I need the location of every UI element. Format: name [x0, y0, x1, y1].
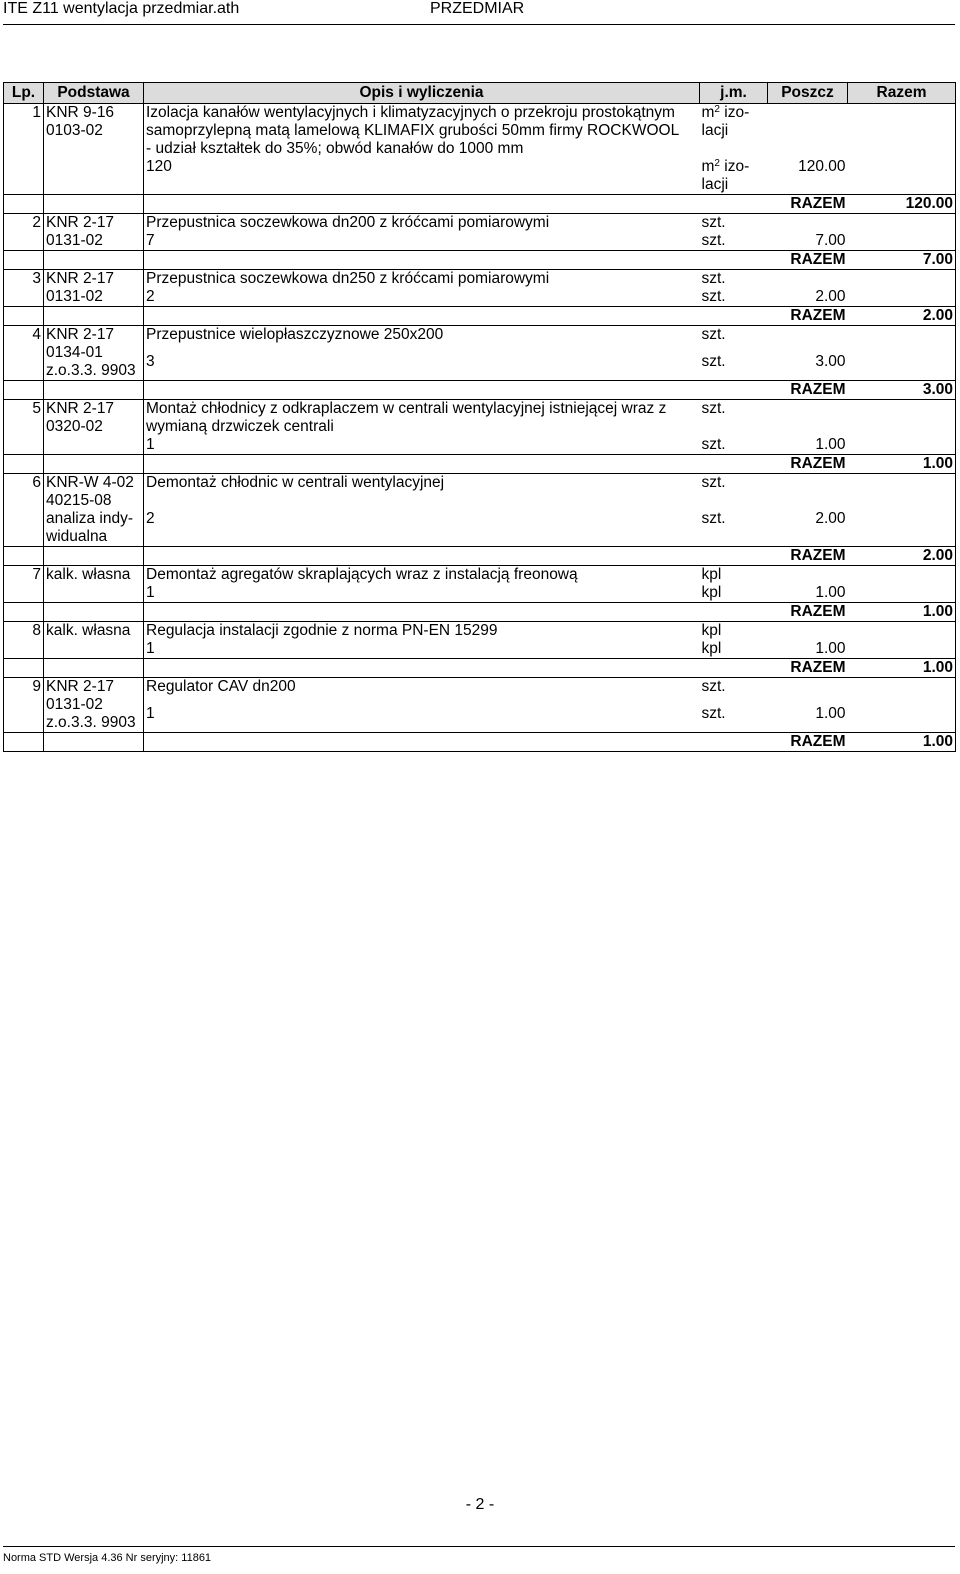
calc-value: 1.00: [815, 436, 846, 453]
total-value: 2.00: [848, 547, 956, 566]
table-row-calculation: [4, 640, 956, 659]
basis-line: kalk. własna: [46, 566, 131, 583]
total-label: RAZEM: [700, 195, 848, 214]
total-basis-empty: [44, 455, 144, 474]
total-label: RAZEM: [700, 251, 848, 270]
item-poszcz-empty: [768, 104, 848, 159]
total-basis-empty: [44, 307, 144, 326]
total-desc-empty: [144, 733, 700, 752]
calc-razem-empty: [848, 232, 956, 251]
table-row-calculation: [4, 584, 956, 603]
item-basis: [44, 400, 144, 455]
total-lp-empty: [4, 307, 44, 326]
item-razem-empty: [848, 214, 956, 233]
calc-expression: 1: [146, 436, 155, 453]
col-header-poszcz: Poszcz: [768, 83, 848, 104]
calc-unit: szt.: [701, 353, 726, 370]
table-row-calculation: [4, 353, 956, 381]
table-row-total: [4, 733, 956, 752]
item-basis: [44, 678, 144, 733]
col-header-basis: Podstawa: [44, 83, 144, 104]
table-row-total: [4, 603, 956, 622]
basis-line: 0103-02: [46, 122, 103, 139]
total-value: 1.00: [848, 659, 956, 678]
item-poszcz-empty: [768, 400, 848, 437]
description-line: Przepustnice wielopłaszczyznowe 250x200: [146, 326, 444, 343]
calc-value: 1.00: [815, 640, 846, 657]
table-row-item: [4, 400, 956, 437]
item-poszcz-empty: [768, 678, 848, 706]
table-row-item: [4, 566, 956, 585]
table-row-total: [4, 307, 956, 326]
total-lp-empty: [4, 733, 44, 752]
total-basis-empty: [44, 733, 144, 752]
item-unit: szt.: [700, 214, 768, 233]
calc-unit: szt.: [701, 705, 726, 722]
table-row-item: [4, 474, 956, 511]
table-row-item: [4, 622, 956, 641]
description-line: Demontaż chłodnic w centrali wentylacyjnej: [146, 474, 445, 491]
total-lp-empty: [4, 251, 44, 270]
col-header-lp: Lp.: [4, 83, 44, 104]
total-value: 1.00: [848, 603, 956, 622]
footer-divider: [3, 1546, 955, 1547]
total-desc-empty: [144, 455, 700, 474]
document-type: PRZEDMIAR: [430, 0, 525, 17]
calc-value: 3.00: [815, 353, 846, 370]
calc-expression: 1: [146, 640, 155, 657]
item-poszcz-empty: [768, 474, 848, 511]
table-row-calculation: [4, 158, 956, 195]
header-divider: [3, 24, 955, 25]
description-line: samoprzylepną matą lamelową KLIMAFIX grubości 50mm firmy ROCKWOOL: [146, 122, 680, 139]
total-desc-empty: [144, 195, 700, 214]
calc-value: 1.00: [815, 584, 846, 601]
item-unit: szt.: [700, 678, 768, 706]
item-description: [144, 270, 700, 289]
col-header-unit: j.m.: [700, 83, 768, 104]
total-basis-empty: [44, 547, 144, 566]
calc-razem-empty: [848, 705, 956, 733]
item-number: 2: [4, 214, 44, 251]
basis-line: KNR 2-17: [46, 270, 115, 287]
calc-value: 7.00: [815, 232, 846, 249]
calc-razem-empty: [848, 584, 956, 603]
total-basis-empty: [44, 251, 144, 270]
total-lp-empty: [4, 381, 44, 400]
item-razem-empty: [848, 104, 956, 159]
estimate-table: [3, 82, 956, 752]
table-row-total: [4, 455, 956, 474]
total-basis-empty: [44, 195, 144, 214]
item-basis: [44, 326, 144, 381]
item-poszcz-empty: [768, 622, 848, 641]
calc-unit: szt.: [701, 510, 726, 527]
unit-exponent: 2: [714, 158, 720, 169]
basis-line: 40215-08: [46, 492, 112, 509]
calc-unit: [700, 158, 768, 195]
item-description: [144, 326, 700, 354]
total-value: 3.00: [848, 381, 956, 400]
total-label: RAZEM: [700, 547, 848, 566]
basis-line: z.o.3.3. 9903: [46, 714, 136, 731]
item-number: 5: [4, 400, 44, 455]
item-unit: szt.: [700, 270, 768, 289]
unit-symbol: m: [701, 158, 715, 175]
item-basis: [44, 566, 144, 603]
total-lp-empty: [4, 455, 44, 474]
item-razem-empty: [848, 270, 956, 289]
calc-unit: szt.: [701, 288, 726, 305]
total-basis-empty: [44, 603, 144, 622]
calc-razem-empty: [848, 288, 956, 307]
description-line: Regulacja instalacji zgodnie z norma PN-EN 15299: [146, 622, 498, 639]
calc-value: 2.00: [815, 288, 846, 305]
basis-line: KNR 2-17: [46, 678, 115, 695]
basis-line: z.o.3.3. 9903: [46, 362, 136, 379]
item-basis: [44, 474, 144, 547]
unit-suffix: izo-: [719, 104, 750, 121]
col-header-razem: Razem: [848, 83, 956, 104]
total-label: RAZEM: [700, 659, 848, 678]
page-number: - 2 -: [465, 1496, 495, 1513]
item-number: 9: [4, 678, 44, 733]
description-line: - udział kształtek do 35%; obwód kanałów do 1000 mm: [146, 140, 524, 157]
unit-suffix-cont: lacji: [701, 176, 729, 193]
total-basis-empty: [44, 381, 144, 400]
total-desc-empty: [144, 603, 700, 622]
description-line: Przepustnica soczewkowa dn200 z króćcami pomiarowymi: [146, 214, 550, 231]
table-row-total: [4, 195, 956, 214]
calc-value: 1.00: [815, 705, 846, 722]
description-line: Montaż chłodnicy z odkraplaczem w centrali wentylacyjnej istniejącej wraz z: [146, 400, 667, 417]
total-lp-empty: [4, 547, 44, 566]
calc-value: 2.00: [815, 510, 846, 527]
table-row-calculation: [4, 510, 956, 547]
item-poszcz-empty: [768, 270, 848, 289]
basis-line: analiza indy-: [46, 510, 134, 527]
item-unit: kpl: [700, 566, 768, 585]
unit-suffix-cont: lacji: [701, 122, 729, 139]
item-description: [144, 214, 700, 233]
table-row-item: [4, 214, 956, 233]
item-description: [144, 566, 700, 585]
item-basis: [44, 214, 144, 251]
table-row-calculation: [4, 436, 956, 455]
total-lp-empty: [4, 603, 44, 622]
item-basis: [44, 270, 144, 307]
table-body: [4, 104, 956, 752]
total-value: 120.00: [848, 195, 956, 214]
unit-symbol: m: [701, 104, 715, 121]
table-row-calculation: [4, 288, 956, 307]
table-row-item: [4, 270, 956, 289]
total-label: RAZEM: [700, 603, 848, 622]
basis-line: kalk. własna: [46, 622, 131, 639]
basis-line: 0320-02: [46, 418, 103, 435]
total-basis-empty: [44, 659, 144, 678]
item-razem-empty: [848, 474, 956, 511]
unit-suffix: izo-: [719, 158, 750, 175]
total-label: RAZEM: [700, 381, 848, 400]
table-row-item: [4, 326, 956, 354]
basis-line: 0131-02: [46, 288, 103, 305]
table-row-total: [4, 251, 956, 270]
item-number: 4: [4, 326, 44, 381]
calc-expression: 7: [146, 232, 155, 249]
item-number: 3: [4, 270, 44, 307]
basis-line: 0131-02: [46, 232, 103, 249]
item-description: [144, 400, 700, 437]
calc-expression: 1: [146, 705, 155, 722]
description-line: Izolacja kanałów wentylacyjnych i klimatyzacyjnych o przekroju prostokątnym: [146, 104, 675, 121]
basis-line: 0131-02: [46, 696, 103, 713]
item-description: [144, 474, 700, 511]
table-row-total: [4, 659, 956, 678]
unit-exponent: 2: [714, 104, 720, 115]
calc-razem-empty: [848, 158, 956, 195]
calc-unit: kpl: [701, 584, 722, 601]
basis-line: KNR 2-17: [46, 214, 115, 231]
item-description: [144, 622, 700, 641]
item-unit: [700, 104, 768, 159]
table-row-calculation: [4, 705, 956, 733]
item-unit: kpl: [700, 622, 768, 641]
description-line: wymianą drzwiczek centrali: [146, 418, 334, 435]
item-number: 1: [4, 104, 44, 195]
calc-expression: 120: [146, 158, 172, 175]
total-label: RAZEM: [700, 307, 848, 326]
item-poszcz-empty: [768, 326, 848, 354]
calc-value: 120.00: [798, 158, 846, 175]
item-number: 7: [4, 566, 44, 603]
item-unit: szt.: [700, 326, 768, 354]
item-description: [144, 104, 700, 159]
footer-text: Norma STD Wersja 4.36 Nr seryjny: 11861: [3, 1552, 212, 1564]
item-razem-empty: [848, 326, 956, 354]
calc-razem-empty: [848, 640, 956, 659]
calc-expression: 2: [146, 510, 155, 527]
total-lp-empty: [4, 195, 44, 214]
basis-line: KNR 2-17: [46, 326, 115, 343]
description-line: Regulator CAV dn200: [146, 678, 296, 695]
total-desc-empty: [144, 381, 700, 400]
item-number: 8: [4, 622, 44, 659]
total-desc-empty: [144, 547, 700, 566]
basis-line: KNR 9-16: [46, 104, 115, 121]
calc-unit: szt.: [701, 232, 726, 249]
item-number: 6: [4, 474, 44, 547]
calc-expression: 2: [146, 288, 155, 305]
item-razem-empty: [848, 678, 956, 706]
table-row-total: [4, 547, 956, 566]
table-row-total: [4, 381, 956, 400]
table-header-row: [4, 83, 956, 104]
col-header-description: Opis i wyliczenia: [144, 83, 700, 104]
total-desc-empty: [144, 251, 700, 270]
item-poszcz-empty: [768, 566, 848, 585]
table-row-item: [4, 678, 956, 706]
calc-razem-empty: [848, 353, 956, 381]
item-basis: [44, 622, 144, 659]
total-label: RAZEM: [700, 733, 848, 752]
description-line: Demontaż agregatów skraplających wraz z instalacją freonową: [146, 566, 578, 583]
total-value: 2.00: [848, 307, 956, 326]
item-description: [144, 678, 700, 706]
total-value: 1.00: [848, 455, 956, 474]
basis-line: 0134-01: [46, 344, 103, 361]
calc-unit: kpl: [701, 640, 722, 657]
table-row-item: [4, 104, 956, 159]
item-unit: szt.: [700, 400, 768, 437]
total-label: RAZEM: [700, 455, 848, 474]
item-razem-empty: [848, 622, 956, 641]
item-razem-empty: [848, 566, 956, 585]
basis-line: KNR-W 4-02: [46, 474, 134, 491]
calc-expression: 3: [146, 353, 155, 370]
description-line: Przepustnica soczewkowa dn250 z króćcami pomiarowymi: [146, 270, 550, 287]
item-poszcz-empty: [768, 214, 848, 233]
total-desc-empty: [144, 659, 700, 678]
total-value: 1.00: [848, 733, 956, 752]
calc-razem-empty: [848, 436, 956, 455]
item-basis: [44, 104, 144, 195]
calc-expression: 1: [146, 584, 155, 601]
calc-unit: szt.: [701, 436, 726, 453]
total-desc-empty: [144, 307, 700, 326]
total-lp-empty: [4, 659, 44, 678]
basis-line: widualna: [46, 528, 108, 545]
file-name: ITE Z11 wentylacja przedmiar.ath: [3, 0, 240, 17]
basis-line: KNR 2-17: [46, 400, 115, 417]
item-razem-empty: [848, 400, 956, 437]
calc-razem-empty: [848, 510, 956, 547]
total-value: 7.00: [848, 251, 956, 270]
table-row-calculation: [4, 232, 956, 251]
item-unit: szt.: [700, 474, 768, 511]
